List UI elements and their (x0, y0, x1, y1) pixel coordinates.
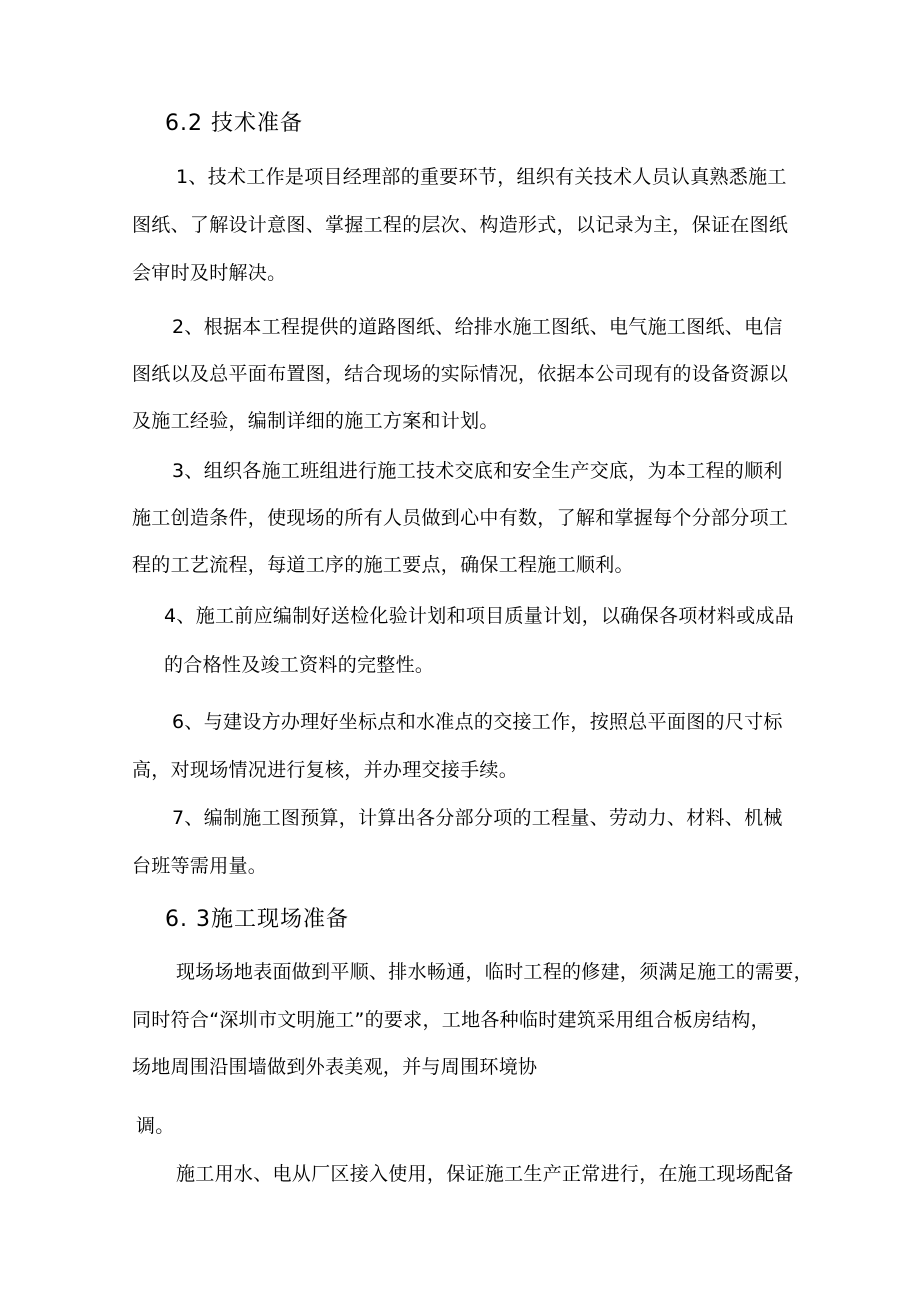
item-6-line-1: 6、与建设方办理好坐标点和水准点的交接工作，按照总平面图的尺寸标 (172, 711, 783, 733)
item-2-line-1: 2、根据本工程提供的道路图纸、给排水施工图纸、电气施工图纸、电信 (172, 316, 783, 338)
item-2-line-2: 图纸以及总平面布置图，结合现场的实际情况，依据本公司现有的设备资源以 (132, 363, 789, 385)
item-1-line-1: 1、技术工作是项目经理部的重要环节，组织有关技术人员认真熟悉施工 (176, 166, 787, 188)
item-1-line-2: 图纸、了解设计意图、掌握工程的层次、构造形式，以记录为主，保证在图纸 (132, 214, 789, 236)
item-4-line-2: 的合格性及竣工资料的完整性。 (164, 654, 435, 676)
item-3-line-1: 3、组织各施工班组进行施工技术交底和安全生产交底，为本工程的顺利 (172, 460, 783, 482)
item-7-line-2: 台班等需用量。 (132, 855, 268, 877)
item-6-line-2: 高，对现场情况进行复核，并办理交接手续。 (132, 759, 519, 781)
item-1-line-3: 会审时及时解决。 (132, 262, 287, 284)
paragraph-2-line-1: 施工用水、电从厂区接入使用，保证施工生产正常进行，在施工现场配备 (176, 1163, 794, 1185)
item-3-line-2: 施工创造条件，使现场的所有人员做到心中有数，了解和掌握每个分部分项工 (132, 507, 789, 529)
paragraph-1-line-1: 现场场地表面做到平顺、排水畅通，临时工程的修建，须满足施工的需要， (176, 961, 813, 983)
paragraph-1-line-3: 场地周围沿围墙做到外表美观，并与周围环境协 (132, 1056, 538, 1078)
paragraph-1-line-2: 同时符合“深圳市文明施工”的要求，工地各种临时建筑采用组合板房结构， (132, 1009, 770, 1031)
item-7-line-1: 7、编制施工图预算，计算出各分部分项的工程量、劳动力、材料、机械 (172, 807, 783, 829)
section-heading-6-3: 6. 3施工现场准备 (165, 907, 349, 932)
item-4-line-1: 4、施工前应编制好送检化验计划和项目质量计划，以确保各项材料或成品 (164, 605, 794, 627)
item-3-line-3: 程的工艺流程，每道工序的施工要点，确保工程施工顺利。 (132, 554, 634, 576)
section-heading-6-2: 6.2 技术准备 (165, 111, 303, 136)
item-2-line-3: 及施工经验，编制详细的施工方案和计划。 (132, 410, 499, 432)
paragraph-1-line-4: 调。 (136, 1115, 175, 1137)
